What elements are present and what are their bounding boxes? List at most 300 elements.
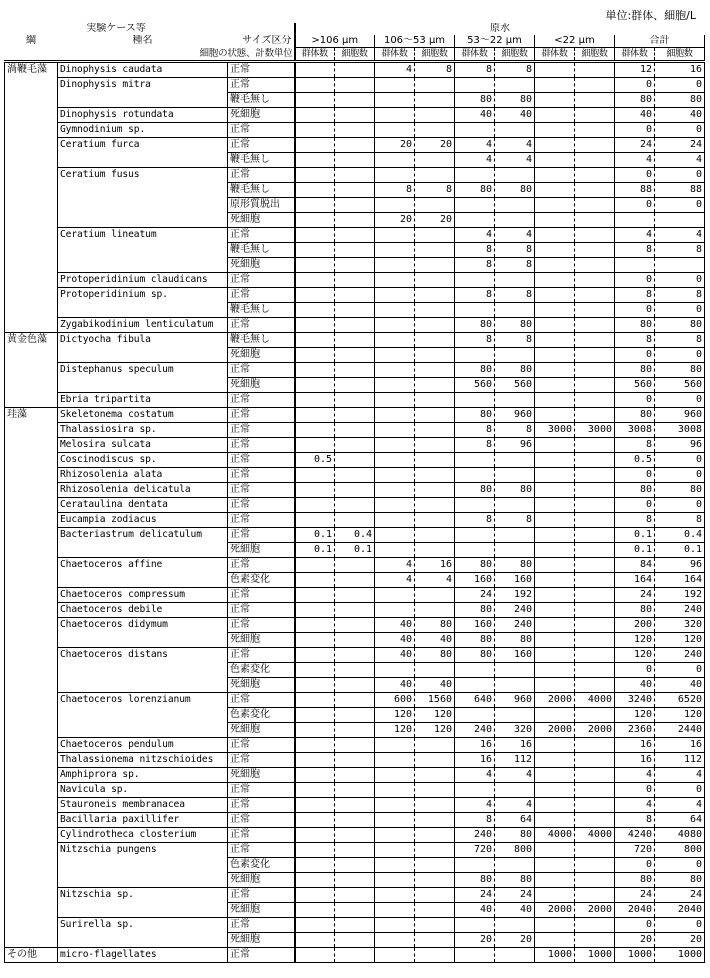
value-cell xyxy=(335,423,375,438)
table-body xyxy=(5,62,705,963)
class-cell xyxy=(5,693,58,708)
total-cell: 40 xyxy=(615,678,655,693)
value-cell xyxy=(375,858,415,873)
value-cell xyxy=(575,603,615,618)
value-cell xyxy=(535,273,575,288)
total-cell: 80 xyxy=(615,363,655,378)
value-cell xyxy=(575,168,615,183)
total-cell: 2040 xyxy=(615,903,655,918)
value-cell xyxy=(415,78,455,93)
value-cell xyxy=(535,498,575,513)
value-cell xyxy=(335,648,375,663)
value-cell: 0.5 xyxy=(295,453,335,468)
total-cell: 0 xyxy=(655,663,705,678)
value-cell: 160 xyxy=(495,648,535,663)
total-cell: 0 xyxy=(615,663,655,678)
value-cell xyxy=(295,423,335,438)
value-cell: 96 xyxy=(495,438,535,453)
state-cell: 正常 xyxy=(228,62,295,78)
value-cell xyxy=(335,798,375,813)
experiment-label: 実験ケース等 xyxy=(86,23,146,34)
state-cell: 鞭毛無し xyxy=(228,93,295,108)
value-cell xyxy=(295,258,335,273)
value-cell xyxy=(415,498,455,513)
value-cell xyxy=(415,738,455,753)
species-cell: Dinophysis caudata xyxy=(58,62,228,78)
value-cell xyxy=(295,243,335,258)
class-cell xyxy=(5,468,58,483)
value-cell: 600 xyxy=(375,693,415,708)
value-cell xyxy=(535,78,575,93)
value-cell xyxy=(495,123,535,138)
value-cell: 112 xyxy=(495,753,535,768)
value-cell xyxy=(295,378,335,393)
value-cell xyxy=(455,303,495,318)
value-cell: 80 xyxy=(455,363,495,378)
species-cell: Chaetoceros pendulum xyxy=(58,738,228,753)
total-cell xyxy=(615,258,655,273)
value-cell xyxy=(575,213,615,228)
value-cell xyxy=(335,303,375,318)
value-cell xyxy=(535,438,575,453)
value-cell xyxy=(295,678,335,693)
value-cell: 16 xyxy=(495,738,535,753)
value-cell xyxy=(415,813,455,828)
value-cell: 240 xyxy=(495,618,535,633)
value-cell xyxy=(535,243,575,258)
total-cell: 8 xyxy=(655,513,705,528)
value-cell xyxy=(295,843,335,858)
value-cell xyxy=(415,753,455,768)
value-cell xyxy=(575,153,615,168)
value-cell: 0.4 xyxy=(335,528,375,543)
species-cell: Bacillaria paxillifer xyxy=(58,813,228,828)
table-row xyxy=(5,513,705,528)
value-cell xyxy=(415,603,455,618)
value-cell xyxy=(295,828,335,843)
value-cell xyxy=(335,363,375,378)
species-cell: Thalassiosira sp. xyxy=(58,423,228,438)
value-cell xyxy=(295,303,335,318)
value-cell xyxy=(375,798,415,813)
value-cell xyxy=(535,618,575,633)
value-cell xyxy=(375,78,415,93)
value-cell xyxy=(295,648,335,663)
value-cell xyxy=(575,363,615,378)
value-cell xyxy=(535,798,575,813)
value-cell: 80 xyxy=(455,483,495,498)
value-cell xyxy=(415,948,455,963)
total-cell: 80 xyxy=(615,318,655,333)
total-cell: 0 xyxy=(655,858,705,873)
table-row xyxy=(5,78,705,93)
value-cell: 80 xyxy=(495,828,535,843)
value-cell: 2000 xyxy=(535,903,575,918)
value-cell: 120 xyxy=(415,708,455,723)
class-cell xyxy=(5,258,58,273)
value-cell xyxy=(575,273,615,288)
table-row xyxy=(5,708,705,723)
value-cell xyxy=(575,798,615,813)
value-cell xyxy=(535,378,575,393)
value-cell: 40 xyxy=(375,633,415,648)
value-cell: 120 xyxy=(415,723,455,738)
value-cell: 16 xyxy=(455,738,495,753)
state-cell: 正常 xyxy=(228,423,295,438)
value-cell xyxy=(335,858,375,873)
value-cell xyxy=(335,918,375,933)
value-cell: 160 xyxy=(495,573,535,588)
value-cell xyxy=(535,753,575,768)
species-cell: Chaetoceros compressum xyxy=(58,588,228,603)
value-cell xyxy=(295,273,335,288)
total-cell: 0 xyxy=(615,348,655,363)
value-cell xyxy=(375,663,415,678)
value-cell xyxy=(335,483,375,498)
class-cell xyxy=(5,858,58,873)
state-cell: 正常 xyxy=(228,288,295,303)
table-row xyxy=(5,123,705,138)
value-cell xyxy=(335,183,375,198)
value-cell: 80 xyxy=(495,873,535,888)
value-cell xyxy=(375,768,415,783)
total-cell: 0 xyxy=(615,918,655,933)
class-label: 綱 xyxy=(26,35,36,47)
state-cell: 正常 xyxy=(228,498,295,513)
class-cell xyxy=(5,228,58,243)
species-cell xyxy=(58,378,228,393)
class-cell: 渦鞭毛藻 xyxy=(5,62,58,78)
value-cell xyxy=(295,768,335,783)
value-cell: 40 xyxy=(415,678,455,693)
value-cell: 80 xyxy=(455,183,495,198)
value-cell xyxy=(295,873,335,888)
table-row xyxy=(5,888,705,903)
value-cell: 0.1 xyxy=(295,543,335,558)
value-cell xyxy=(335,903,375,918)
class-cell xyxy=(5,663,58,678)
value-cell xyxy=(535,93,575,108)
value-cell xyxy=(495,498,535,513)
species-cell: Chaetoceros debile xyxy=(58,603,228,618)
value-cell xyxy=(575,573,615,588)
state-cell: 正常 xyxy=(228,588,295,603)
value-cell xyxy=(415,348,455,363)
total-cell: 120 xyxy=(615,633,655,648)
value-cell xyxy=(535,348,575,363)
total-cell: 192 xyxy=(655,588,705,603)
value-cell: 40 xyxy=(375,678,415,693)
table-row xyxy=(5,303,705,318)
value-cell xyxy=(535,333,575,348)
state-cell: 正常 xyxy=(228,603,295,618)
value-cell xyxy=(455,393,495,408)
table-row xyxy=(5,543,705,558)
total-cell: 0 xyxy=(615,468,655,483)
class-cell xyxy=(5,543,58,558)
table-row xyxy=(5,603,705,618)
value-cell: 2000 xyxy=(535,723,575,738)
value-cell: 320 xyxy=(495,723,535,738)
value-cell xyxy=(455,123,495,138)
table-row xyxy=(5,423,705,438)
total-cell: 164 xyxy=(615,573,655,588)
species-cell xyxy=(58,213,228,228)
value-cell: 80 xyxy=(455,93,495,108)
value-cell xyxy=(415,378,455,393)
class-cell xyxy=(5,213,58,228)
species-label: 種名 xyxy=(132,35,153,47)
value-cell: 560 xyxy=(455,378,495,393)
value-cell xyxy=(575,243,615,258)
table-row xyxy=(5,618,705,633)
value-cell: 960 xyxy=(495,693,535,708)
state-cell: 死細胞 xyxy=(228,378,295,393)
value-cell: 4 xyxy=(375,573,415,588)
state-cell: 正常 xyxy=(228,168,295,183)
value-cell xyxy=(335,258,375,273)
species-cell: Dinophysis mitra xyxy=(58,78,228,93)
value-cell xyxy=(295,168,335,183)
value-cell: 4 xyxy=(375,62,415,78)
value-cell xyxy=(335,153,375,168)
state-cell: 鞭毛無し xyxy=(228,243,295,258)
total-cell: 80 xyxy=(655,318,705,333)
value-cell xyxy=(415,828,455,843)
species-cell: Chaetoceros didymum xyxy=(58,618,228,633)
total-cell: 20 xyxy=(655,933,705,948)
value-cell xyxy=(575,468,615,483)
value-cell xyxy=(495,918,535,933)
value-cell xyxy=(375,108,415,123)
value-cell xyxy=(375,123,415,138)
species-cell: Dinophysis rotundata xyxy=(58,108,228,123)
table-row xyxy=(5,438,705,453)
value-cell: 2000 xyxy=(535,693,575,708)
value-cell xyxy=(455,528,495,543)
value-cell xyxy=(455,663,495,678)
total-cell: 0 xyxy=(615,393,655,408)
value-cell xyxy=(295,558,335,573)
table-row xyxy=(5,768,705,783)
value-cell xyxy=(295,738,335,753)
value-cell xyxy=(335,513,375,528)
value-cell: 8 xyxy=(415,183,455,198)
value-cell: 4 xyxy=(415,573,455,588)
value-cell xyxy=(335,318,375,333)
class-cell xyxy=(5,303,58,318)
value-cell xyxy=(295,858,335,873)
value-cell xyxy=(415,513,455,528)
total-cell: 12 xyxy=(615,62,655,78)
plankton-count-table xyxy=(4,23,705,963)
state-cell: 死細胞 xyxy=(228,903,295,918)
value-cell xyxy=(575,333,615,348)
value-cell xyxy=(375,228,415,243)
value-cell xyxy=(415,543,455,558)
value-cell xyxy=(375,423,415,438)
total-cell: 3240 xyxy=(615,693,655,708)
value-cell xyxy=(375,513,415,528)
value-cell xyxy=(455,348,495,363)
value-cell xyxy=(535,363,575,378)
value-cell xyxy=(575,738,615,753)
value-cell xyxy=(375,198,415,213)
value-cell xyxy=(335,603,375,618)
value-cell: 80 xyxy=(495,183,535,198)
value-cell xyxy=(375,408,415,423)
total-cell: 8 xyxy=(615,513,655,528)
value-cell: 3000 xyxy=(535,423,575,438)
table-row xyxy=(5,813,705,828)
class-cell xyxy=(5,363,58,378)
value-cell: 64 xyxy=(495,813,535,828)
value-cell xyxy=(575,528,615,543)
size-class-2: 53～22 μm xyxy=(455,35,535,48)
state-cell: 正常 xyxy=(228,843,295,858)
value-cell: 80 xyxy=(415,648,455,663)
value-cell: 0.1 xyxy=(335,543,375,558)
table-row xyxy=(5,273,705,288)
species-cell: micro-flagellates xyxy=(58,948,228,963)
value-cell xyxy=(575,62,615,78)
value-cell xyxy=(575,708,615,723)
value-cell: 8 xyxy=(455,813,495,828)
value-cell xyxy=(495,528,535,543)
count-header: 細胞数 xyxy=(495,48,535,62)
value-cell xyxy=(295,708,335,723)
value-cell xyxy=(295,363,335,378)
count-header: 群体数 xyxy=(295,48,335,62)
species-cell xyxy=(58,93,228,108)
table-row xyxy=(5,363,705,378)
state-label: 細胞の状態 xyxy=(199,47,246,59)
species-cell: Melosira sulcata xyxy=(58,438,228,453)
class-cell xyxy=(5,183,58,198)
value-cell xyxy=(375,468,415,483)
count-header: 群体数 xyxy=(615,48,655,62)
total-cell: 16 xyxy=(615,753,655,768)
value-cell xyxy=(455,918,495,933)
class-cell xyxy=(5,108,58,123)
total-cell: 4 xyxy=(655,798,705,813)
value-cell xyxy=(535,768,575,783)
value-cell xyxy=(375,153,415,168)
state-cell: 死細胞 xyxy=(228,723,295,738)
species-cell: Coscinodiscus sp. xyxy=(58,453,228,468)
species-cell xyxy=(58,633,228,648)
total-cell: 3008 xyxy=(655,423,705,438)
value-cell xyxy=(535,318,575,333)
value-cell xyxy=(415,528,455,543)
value-cell xyxy=(535,62,575,78)
class-cell xyxy=(5,768,58,783)
class-cell xyxy=(5,513,58,528)
state-cell: 原形質脱出 xyxy=(228,198,295,213)
value-cell xyxy=(455,678,495,693)
value-cell: 20 xyxy=(415,138,455,153)
value-cell xyxy=(295,498,335,513)
total-cell: 80 xyxy=(615,93,655,108)
value-cell xyxy=(495,678,535,693)
value-cell: 1000 xyxy=(575,948,615,963)
class-cell xyxy=(5,933,58,948)
species-cell: Chaetoceros affine xyxy=(58,558,228,573)
value-cell xyxy=(575,618,615,633)
value-cell xyxy=(415,423,455,438)
total-cell: 4 xyxy=(655,768,705,783)
total-cell: 0 xyxy=(655,273,705,288)
table-row xyxy=(5,918,705,933)
value-cell: 40 xyxy=(375,618,415,633)
value-cell xyxy=(375,273,415,288)
value-cell xyxy=(575,348,615,363)
table-row xyxy=(5,798,705,813)
value-cell xyxy=(415,408,455,423)
class-cell xyxy=(5,843,58,858)
state-cell: 色素変化 xyxy=(228,663,295,678)
value-cell: 800 xyxy=(495,843,535,858)
value-cell xyxy=(415,438,455,453)
total-cell: 8 xyxy=(615,333,655,348)
value-cell xyxy=(495,78,535,93)
value-cell xyxy=(335,243,375,258)
species-cell: Protoperidinium claudicans xyxy=(58,273,228,288)
value-cell: 4 xyxy=(495,153,535,168)
table-row xyxy=(5,693,705,708)
value-cell xyxy=(415,303,455,318)
value-cell xyxy=(455,708,495,723)
value-cell xyxy=(575,873,615,888)
value-cell xyxy=(415,873,455,888)
table-row xyxy=(5,408,705,423)
total-cell: 0.1 xyxy=(655,543,705,558)
value-cell xyxy=(415,858,455,873)
class-cell xyxy=(5,888,58,903)
total-cell xyxy=(655,258,705,273)
value-cell xyxy=(415,483,455,498)
class-cell xyxy=(5,903,58,918)
table-row xyxy=(5,573,705,588)
total-cell: 3008 xyxy=(615,423,655,438)
value-cell: 80 xyxy=(455,558,495,573)
total-cell: 4 xyxy=(615,798,655,813)
value-cell xyxy=(375,453,415,468)
value-cell: 720 xyxy=(455,843,495,858)
value-cell xyxy=(535,168,575,183)
value-cell xyxy=(295,723,335,738)
value-cell xyxy=(455,543,495,558)
class-cell xyxy=(5,318,58,333)
state-cell: 正常 xyxy=(228,228,295,243)
value-cell: 8 xyxy=(495,243,535,258)
total-cell: 1000 xyxy=(615,948,655,963)
value-cell xyxy=(495,273,535,288)
value-cell xyxy=(375,168,415,183)
value-cell xyxy=(495,198,535,213)
species-cell xyxy=(58,708,228,723)
value-cell xyxy=(415,903,455,918)
value-cell xyxy=(575,843,615,858)
total-cell: 64 xyxy=(655,813,705,828)
value-cell: 20 xyxy=(375,213,415,228)
value-cell: 8 xyxy=(495,288,535,303)
value-cell: 8 xyxy=(495,513,535,528)
value-cell xyxy=(375,528,415,543)
value-cell xyxy=(295,618,335,633)
value-cell: 40 xyxy=(495,903,535,918)
value-cell xyxy=(575,858,615,873)
